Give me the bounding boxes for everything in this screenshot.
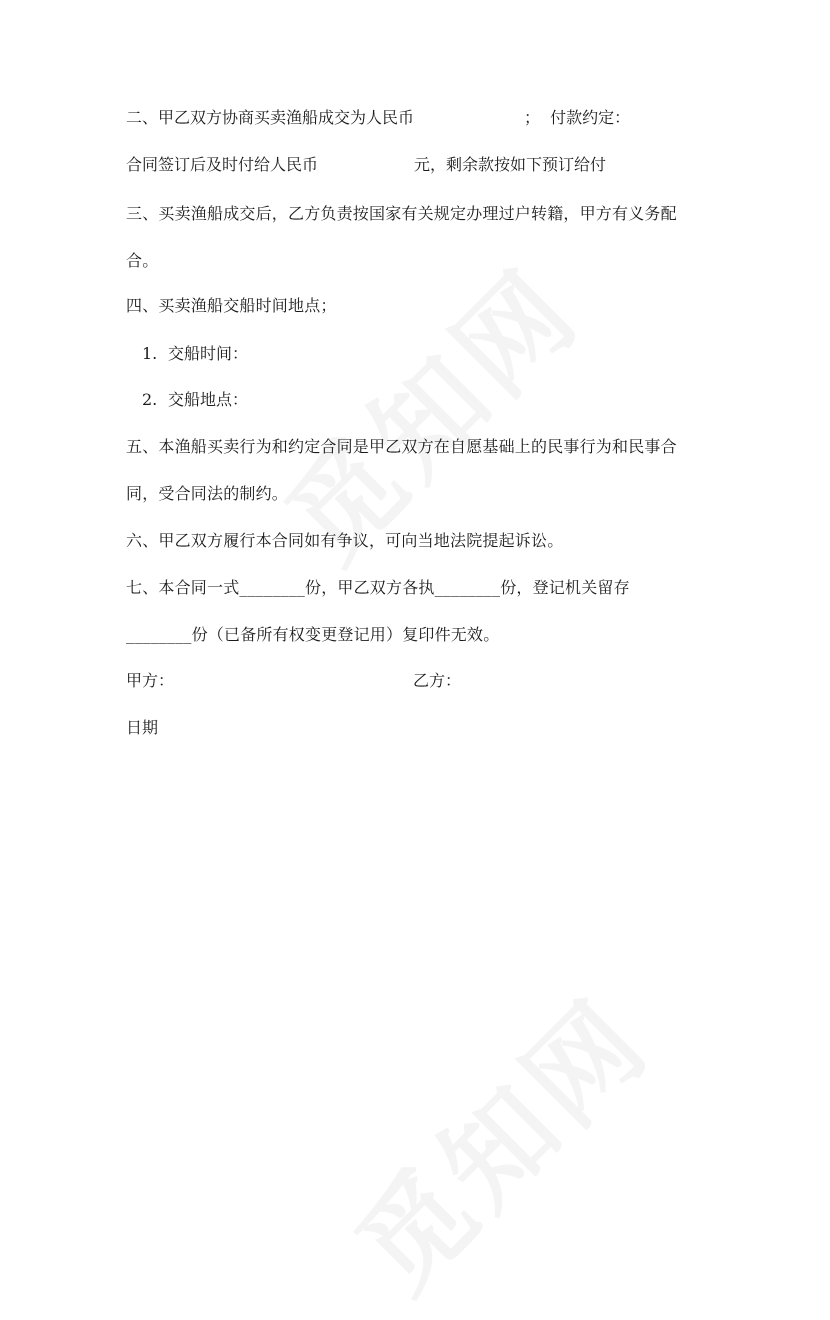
- clause4-item1-text: 交船时间：: [168, 344, 249, 363]
- watermark-bottom: [316, 958, 678, 1320]
- clause2-line2-text: 合同签订后及时付给人民币: [126, 155, 319, 174]
- clause4-item2-text: 交船地点：: [168, 390, 249, 409]
- clause3-line1: 三、买卖渔船成交后，乙方负责按国家有关规定办理过户转籍，甲方有义务配: [126, 204, 677, 223]
- clause5-line1: 五、本渔船买卖行为和约定合同是甲乙双方在自愿基础上的民事行为和民事合: [126, 437, 677, 456]
- clause4-title: 四、买卖渔船交船时间地点；: [126, 296, 337, 315]
- clause3-line2: 合。: [126, 251, 159, 270]
- clause7-line2: ________份（已备所有权变更登记用）复印件无效。: [126, 625, 500, 644]
- clause7-line1: 七、本合同一式________份，甲乙双方各执________份，登记机关留存: [126, 578, 630, 597]
- party-a-label: 甲方：: [126, 671, 175, 690]
- date-label: 日期: [126, 718, 159, 737]
- clause2-line1-text: 二、甲乙双方协商买卖渔船成交为人民币: [126, 108, 415, 127]
- party-b-label: 乙方：: [413, 671, 462, 690]
- clause4-item1-number: 1.: [142, 344, 158, 363]
- clause2-line2-remainder: 元，剩余款按如下预订给付: [414, 155, 607, 174]
- clause6-line1: 六、甲乙双方履行本合同如有争议，可向当地法院提起诉讼。: [126, 531, 564, 550]
- clause5-line2: 同，受合同法的制约。: [126, 484, 289, 503]
- clause2-payment-terms: ； 付款约定：: [524, 108, 631, 127]
- clause4-item2-number: 2.: [142, 390, 158, 409]
